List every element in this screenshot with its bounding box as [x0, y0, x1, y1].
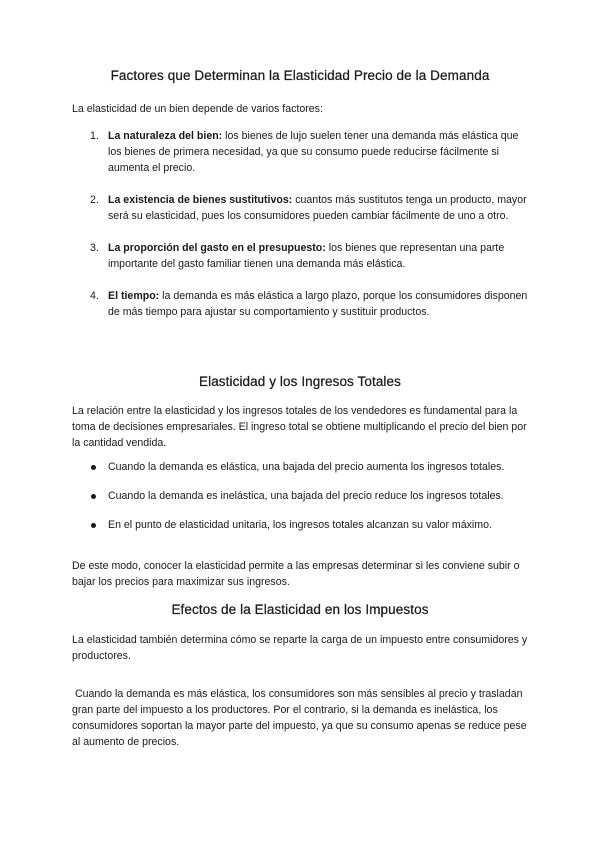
section-intro-factores: La elasticidad de un bien depende de varios factores: [72, 103, 323, 115]
section-intro-impuestos: La elasticidad también determina cómo se reparte la carga de un impuesto entre consumidores y productores. [72, 634, 528, 662]
bullet-icon [91, 523, 96, 528]
bullet-icon [91, 465, 96, 470]
list-number: 2. [90, 194, 99, 206]
list-item [72, 192, 532, 224]
factors-list [72, 128, 532, 320]
list-item-term: La naturaleza del bien: [108, 130, 223, 142]
list-item [72, 288, 532, 320]
section-title-factores: Factores que Determinan la Elasticidad Precio de la Demanda [110, 68, 490, 83]
list-item-term: El tiempo: [108, 290, 160, 302]
list-item [72, 488, 532, 504]
list-item-text: la demanda es más elástica a largo plazo, porque los consumidores disponen de más tiempo para ajustar su comportamiento y sustituir productos. [108, 290, 528, 318]
section-title-impuestos: Efectos de la Elasticidad en los Impuestos [171, 602, 429, 617]
bullet-text: En el punto de elasticidad unitaria, los ingresos totales alcanzan su valor máximo. [108, 519, 492, 531]
list-item-text: cuantos más sustitutos tenga un producto, mayor será su elasticidad, pues los consumidores pueden cambiar fácilmente de uno a otro. [108, 194, 527, 222]
section-intro-ingresos: La relación entre la elasticidad y los ingresos totales de los vendedores es fundamental para la toma de decisiones empresariales. El ingreso total se obtiene multiplicando el precio del bien por la cantidad vendida. [72, 405, 527, 449]
bullet-text: Cuando la demanda es elástica, una bajada del precio aumenta los ingresos totales. [108, 461, 505, 473]
bullet-text: Cuando la demanda es inelástica, una bajada del precio reduce los ingresos totales. [108, 490, 504, 502]
list-item [72, 240, 532, 272]
list-number: 4. [90, 290, 99, 302]
list-item-text: los bienes de lujo suelen tener una demanda más elástica que los bienes de primera necesidad, ya que su consumo puede reducirse fácilmente si aumenta el precio. [108, 130, 519, 174]
section-conclusion-ingresos: De este modo, conocer la elasticidad permite a las empresas determinar si les conviene subir o bajar los precios para maximizar sus ingresos. [72, 560, 520, 588]
list-number: 3. [90, 242, 99, 254]
list-item [72, 459, 532, 475]
list-item [72, 128, 532, 176]
bullet-icon [91, 494, 96, 499]
list-number: 1. [90, 130, 99, 142]
section-body-impuestos: Cuando la demanda es más elástica, los consumidores son más sensibles al precio y trasladan gran parte del impuesto a los productores. Por el contrario, si la demanda es inelástica, los consumidores soportan la mayor parte del impuesto, ya que su consumo apenas se reduce pese al aumento de precios. [72, 688, 530, 748]
list-item-term: La proporción del gasto en el presupuesto: [108, 242, 326, 254]
list-item-text: los bienes que representan una parte importante del gasto familiar tienen una demanda más elástica. [108, 242, 505, 270]
list-item-term: La existencia de bienes sustitutivos: [108, 194, 293, 206]
list-item [72, 517, 532, 533]
section-title-ingresos: Elasticidad y los Ingresos Totales [198, 374, 401, 389]
revenue-bullets [72, 459, 532, 533]
